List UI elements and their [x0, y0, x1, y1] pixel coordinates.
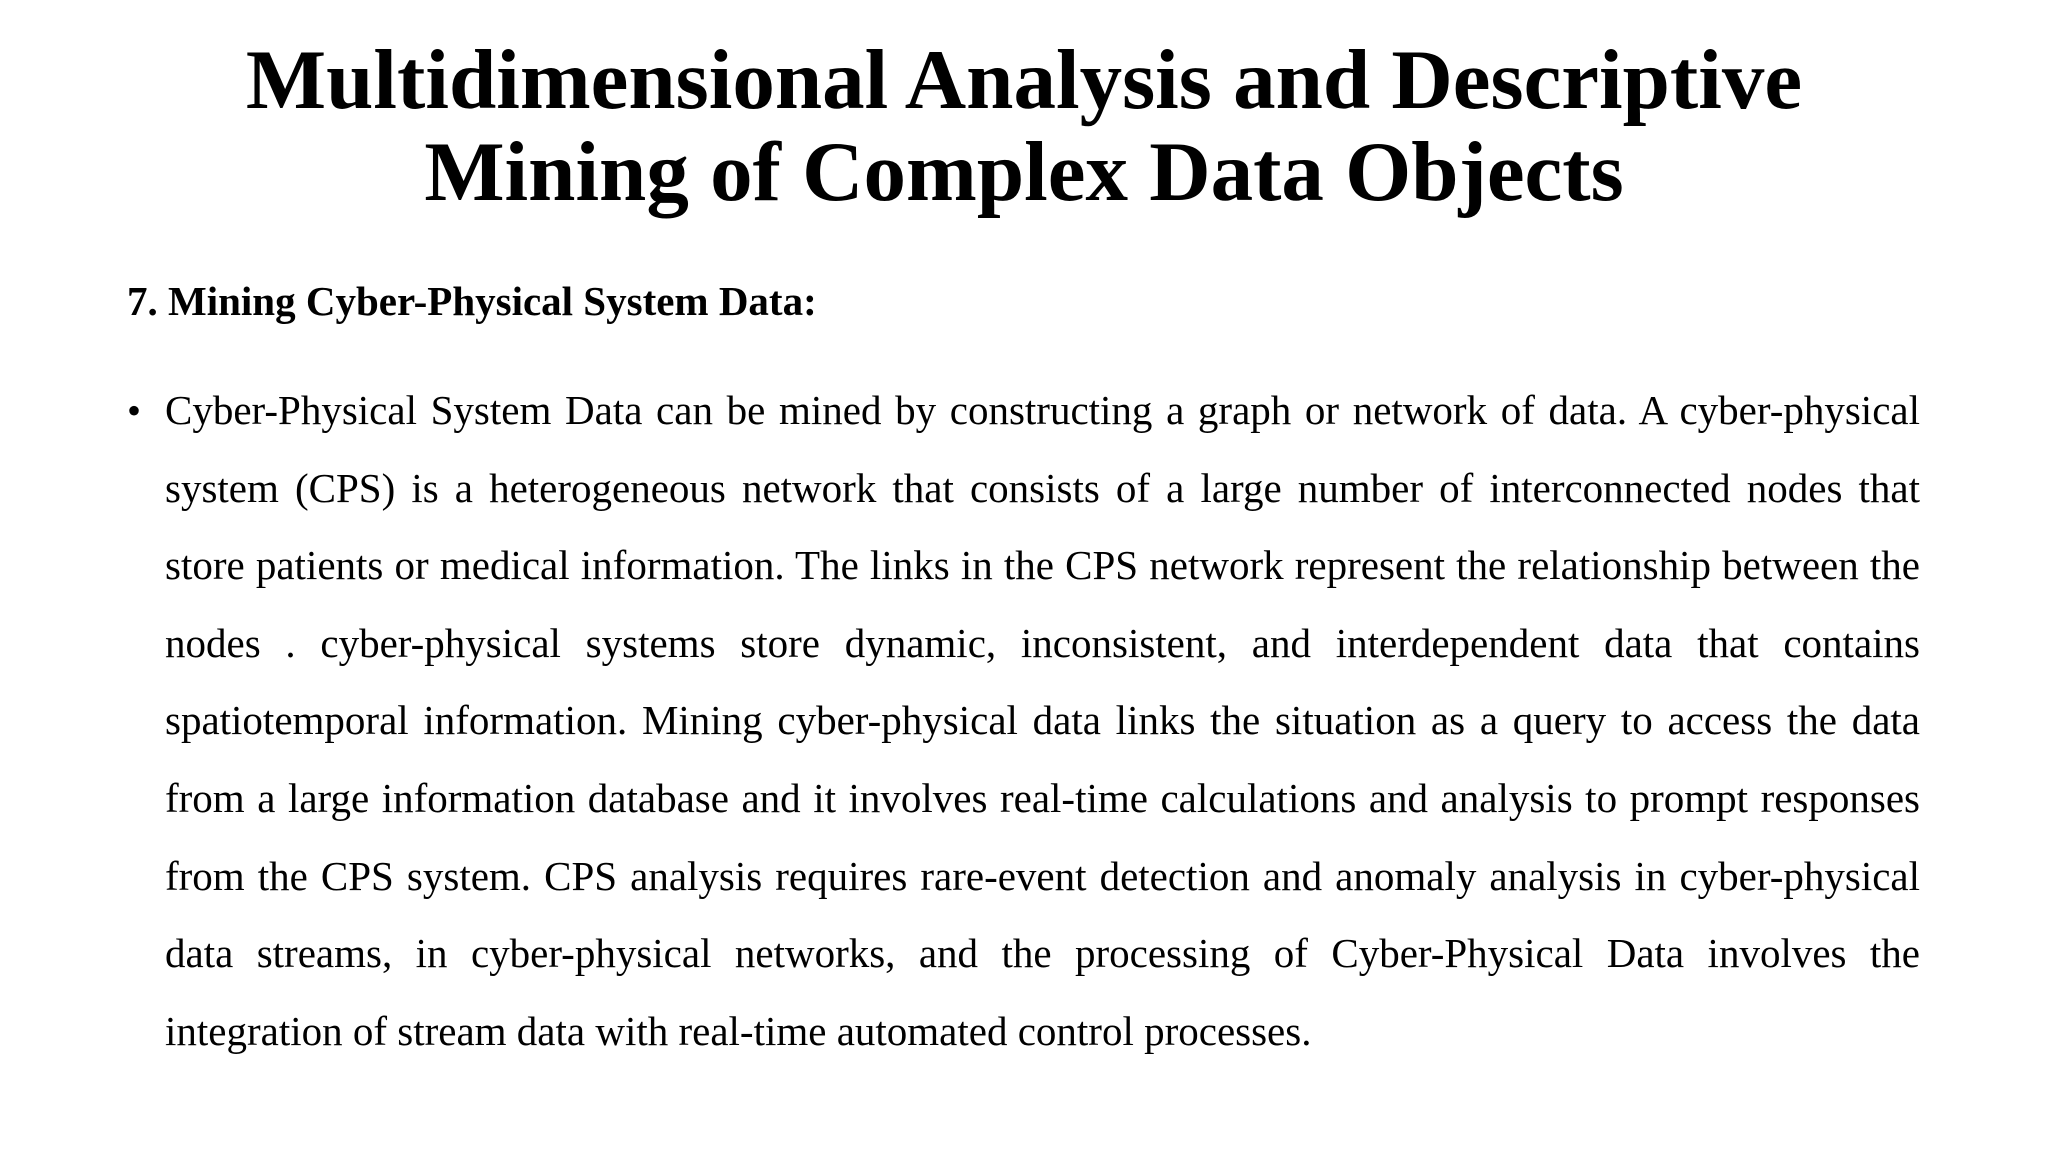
- bullet-paragraph: Cyber-Physical System Data can be mined by constructing a graph or network of data. A cyber-physical system (CPS) is a heterogeneous network that consists of a large number of interconnected nodes that store patients or medical information. The links in the CPS network represent the relationship between the nodes . cyber-physical systems store dynamic, inconsistent, and interdependent data that contains spatiotemporal information. Mining cyber-physical data links the situation as a query to access the data from a large information database and it involves real-time calculations and analysis to prompt responses from the CPS system. CPS analysis requires rare-event detection and anomaly analysis in cyber-physical data streams, in cyber-physical networks, and the processing of Cyber-Physical Data involves the integration of stream data with real-time automated control processes.: [165, 387, 1920, 1054]
- bullet-item: [127, 372, 1920, 1070]
- slide-title: [0, 34, 2048, 218]
- slide-title-line-1: Multidimensional Analysis and Descriptive: [245, 33, 1803, 127]
- slide-title-line-2: Mining of Complex Data Objects: [424, 125, 1624, 219]
- bullet-dot-icon: •: [127, 388, 142, 433]
- section-heading: 7. Mining Cyber-Physical System Data:: [127, 278, 817, 324]
